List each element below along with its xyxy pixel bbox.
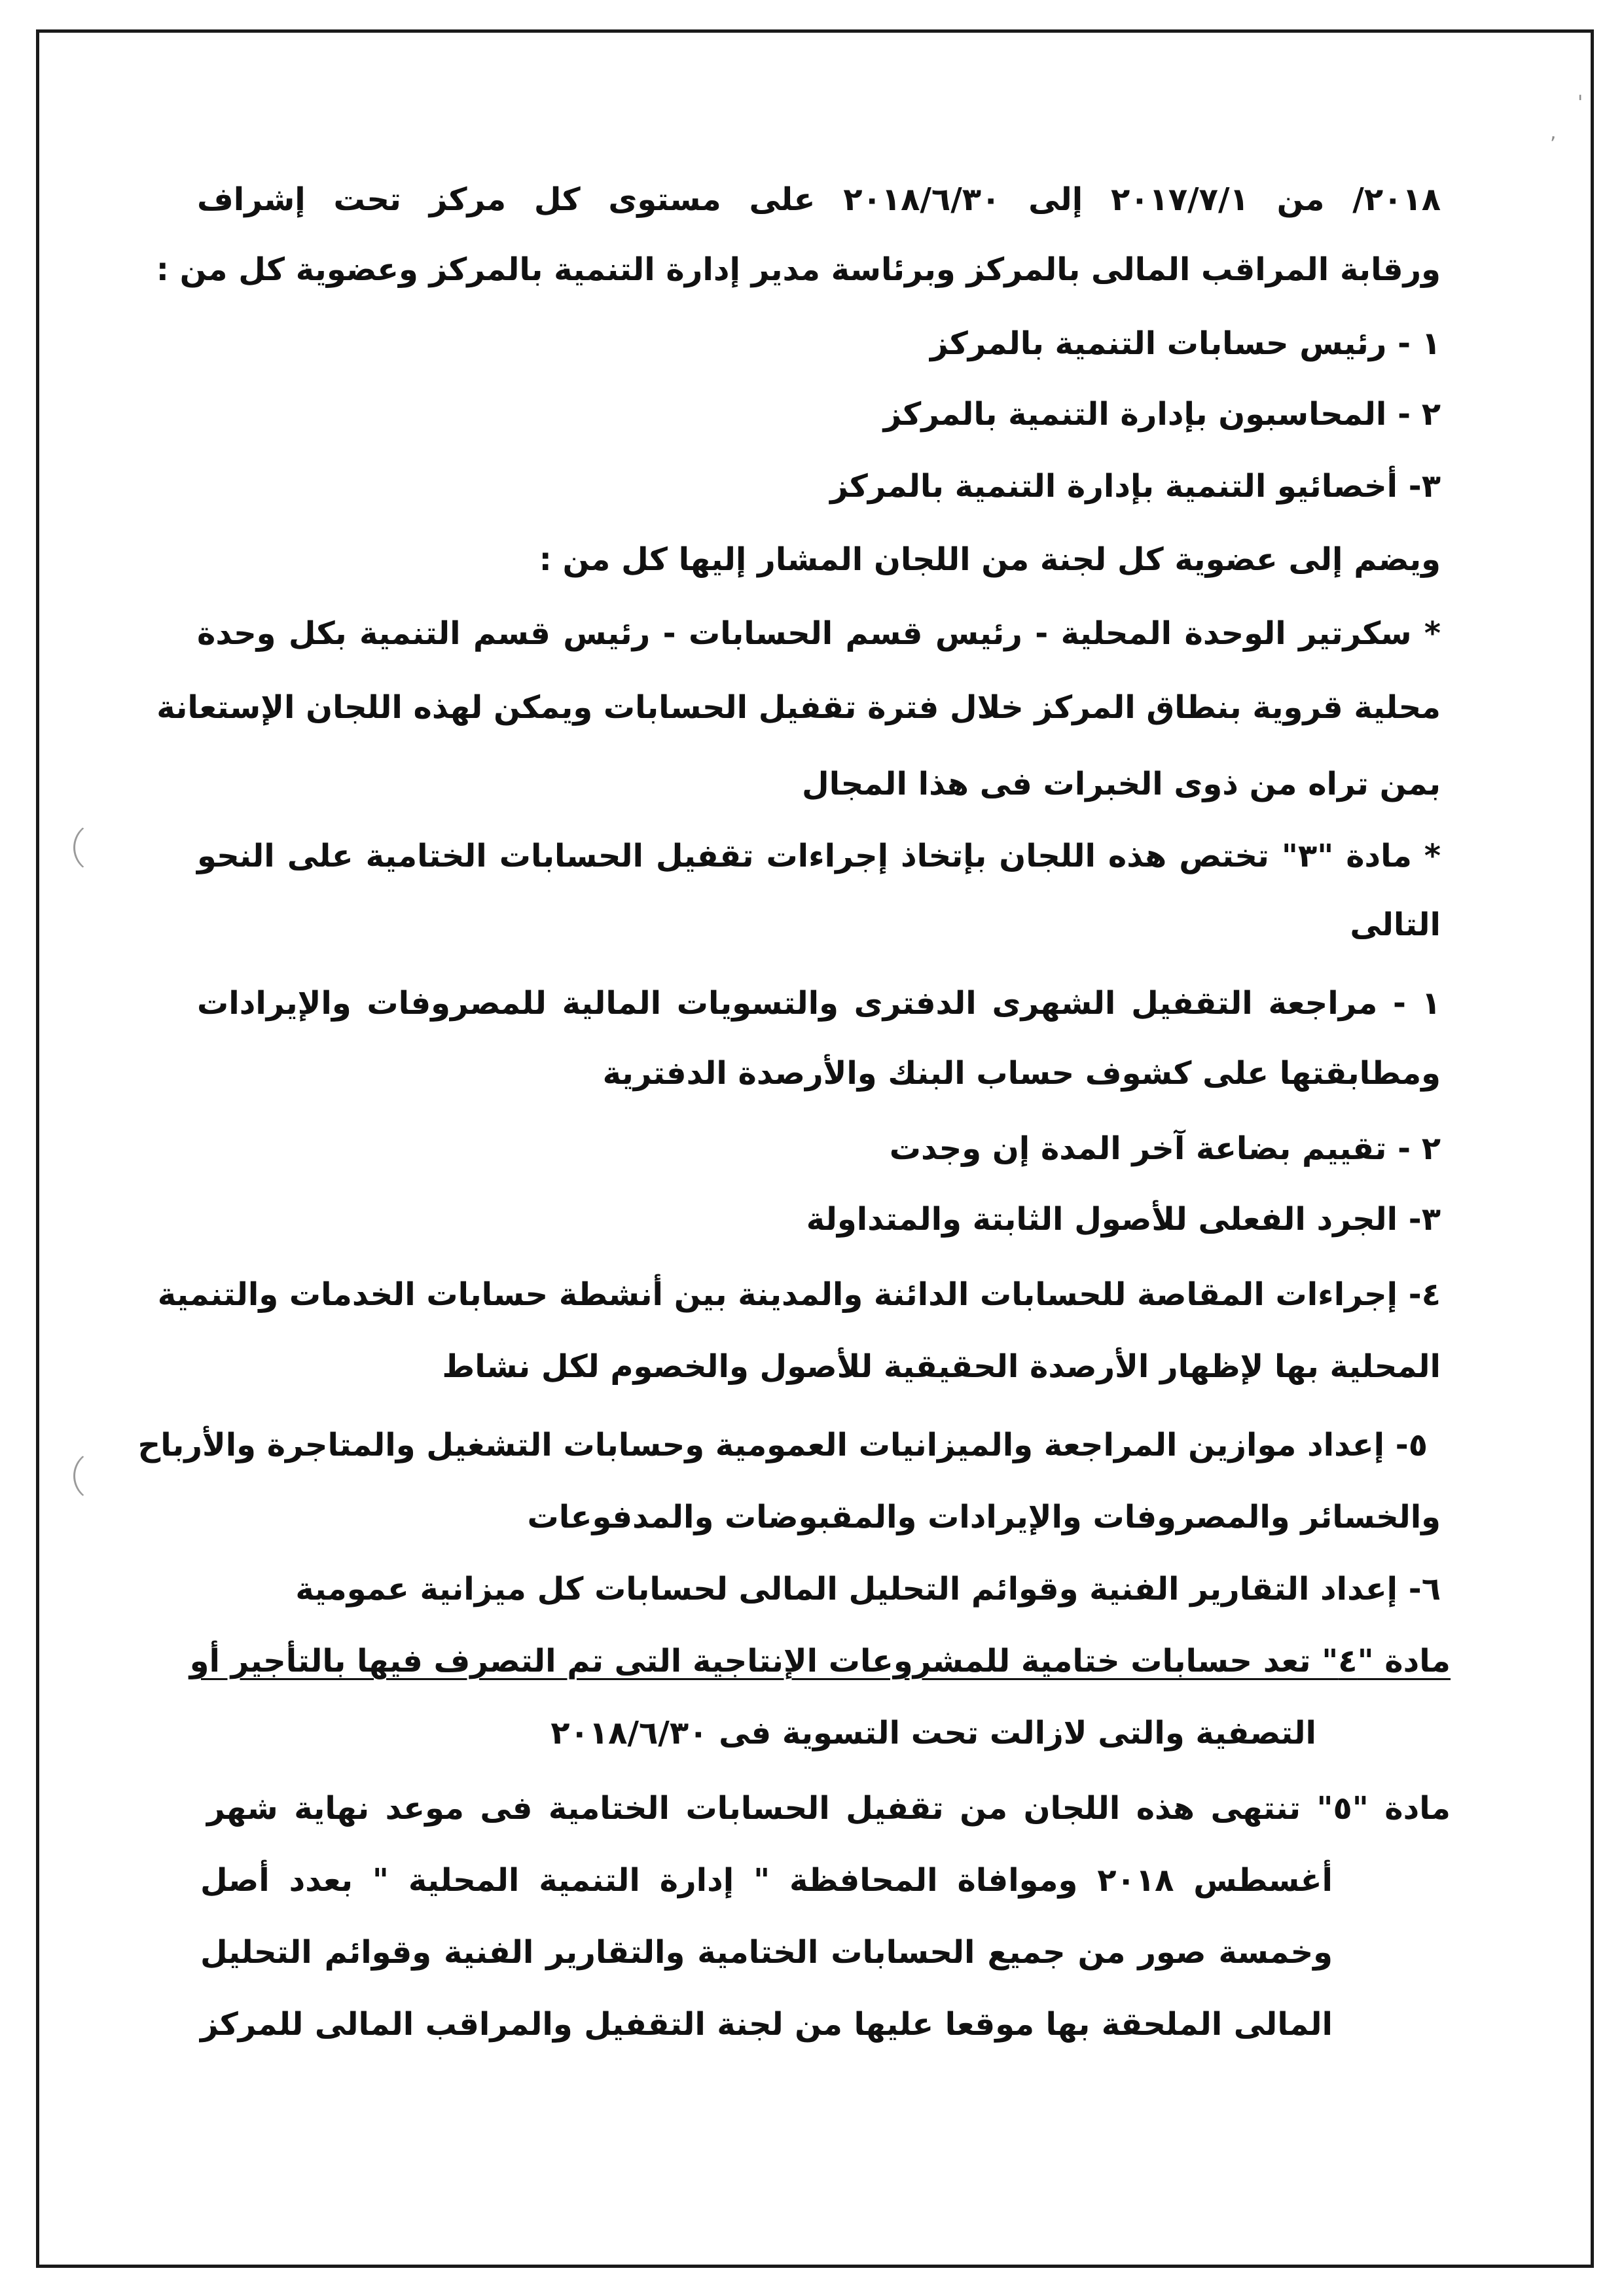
text-line: وخمسة صور من جميع الحسابات الختامية والتقارير الفنية وقوائم التحليل [200, 1934, 1333, 1971]
text-line: التالى [1350, 906, 1441, 943]
text-line: ويضم إلى عضوية كل لجنة من اللجان المشار إليها كل من : [539, 541, 1441, 578]
text-line: ومطابقتها على كشوف حساب البنك والأرصدة الدفترية [602, 1055, 1441, 1092]
text-line: المحلية بها لإظهار الأرصدة الحقيقية للأصول والخصوم لكل نشاط [442, 1348, 1441, 1385]
text-line: أغسطس ٢٠١٨ وموافاة المحافظة " إدارة التنمية المحلية " بعدد أصل [200, 1862, 1333, 1899]
list-item: ٤- إجراءات المقاصة للحسابات الدائنة والمدينة بين أنشطة حسابات الخدمات والتنمية [157, 1276, 1441, 1313]
text-line: ٢٠١٨/ من ٢٠١٧/٧/١ إلى ٢٠١٨/٦/٣٠ على مستوى كل مركز تحت إشراف [197, 181, 1441, 218]
article-heading: * مادة "٣" تختص هذه اللجان بإتخاذ إجراءات تقفيل الحسابات الختامية على النحو [197, 838, 1441, 874]
list-item: ٣- أخصائيو التنمية بإدارة التنمية بالمركز [830, 468, 1441, 505]
list-item: ١ - مراجعة التقفيل الشهرى الدفترى والتسويات المالية للمصروفات والإيرادات [197, 985, 1441, 1022]
scan-mark: ' [1578, 92, 1583, 115]
text-line: ورقابة المراقب المالى بالمركز وبرئاسة مدير إدارة التنمية بالمركز وعضوية كل من : [156, 251, 1441, 288]
list-item: ٥- إعداد موازين المراجعة والميزانيات العمومية وحسابات التشغيل والمتاجرة والأرباح [137, 1427, 1428, 1463]
text-line: التصفية والتى لازالت تحت التسوية فى ٢٠١٨/٦/٣٠ [550, 1715, 1316, 1751]
binder-hole-bottom [73, 1450, 126, 1502]
list-item: ٢ - المحاسبون بإدارة التنمية بالمركز [883, 396, 1441, 433]
text-line: والخسائر والمصروفات والإيرادات والمقبوضات والمدفوعات [527, 1499, 1441, 1535]
binder-hole-top [73, 821, 126, 874]
list-item: ٣- الجرد الفعلى للأصول الثابتة والمتداولة [806, 1201, 1441, 1238]
scan-mark: , [1550, 121, 1557, 144]
text-line: محلية قروية بنطاق المركز خلال فترة تقفيل الحسابات ويمكن لهذه اللجان الإستعانة [156, 689, 1441, 726]
text-line: بمن تراه من ذوى الخبرات فى هذا المجال [801, 766, 1441, 802]
text-line: المالى الملحقة بها موقعا عليها من لجنة التقفيل والمراقب المالى للمركز [200, 2006, 1333, 2043]
list-item: ٢ - تقييم بضاعة آخر المدة إن وجدت [889, 1130, 1441, 1167]
article-heading: مادة "٥" تنتهى هذه اللجان من تقفيل الحسابات الختامية فى موعد نهاية شهر [207, 1790, 1451, 1827]
list-item: ١ - رئيس حسابات التنمية بالمركز [929, 325, 1441, 362]
list-item: ٦- إعداد التقارير الفنية وقوائم التحليل المالى لحسابات كل ميزانية عمومية [295, 1571, 1441, 1607]
article-heading: مادة "٤" تعد حسابات ختامية للمشروعات الإنتاجية التى تم التصرف فيها بالتأجير أو [189, 1643, 1451, 1679]
text-line: * سكرتير الوحدة المحلية - رئيس قسم الحسابات - رئيس قسم التنمية بكل وحدة [197, 615, 1441, 652]
